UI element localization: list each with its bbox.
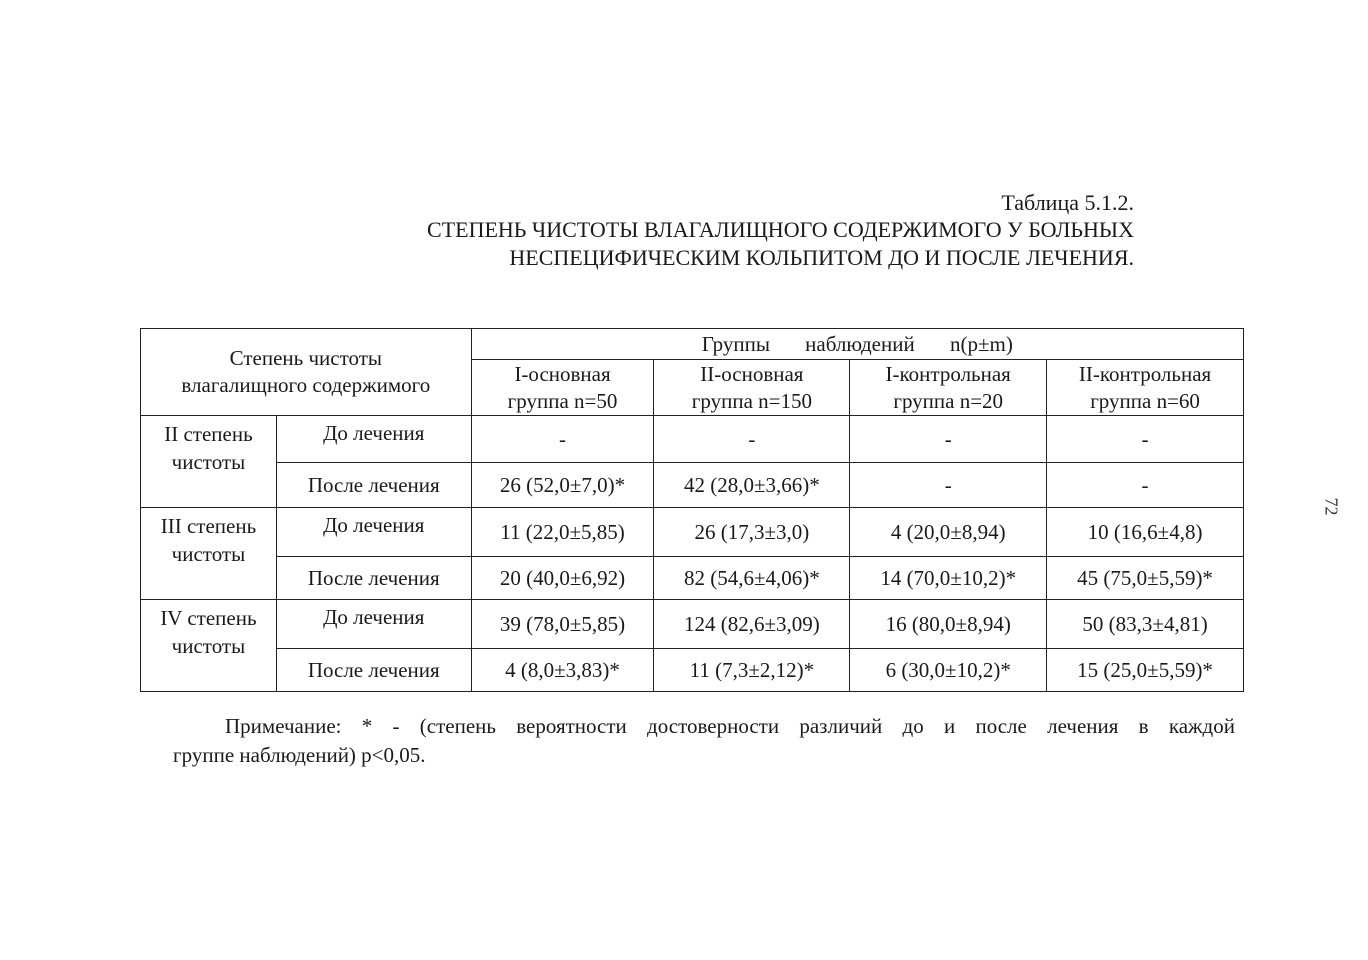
column-header-size: группа n=60 — [1090, 388, 1200, 413]
column-header-name: I-контрольная — [885, 361, 1011, 386]
table-cell: 50 (83,3±4,81) — [1047, 600, 1244, 649]
table-cell: 82 (54,6±4,06)* — [654, 557, 850, 600]
treatment-label: После лечения — [276, 557, 471, 600]
grade-cell — [141, 600, 277, 692]
table-cell: 45 (75,0±5,59)* — [1047, 557, 1244, 600]
table-cell: 16 (80,0±8,94) — [850, 600, 1047, 649]
row-header-cell — [141, 329, 472, 416]
table-cell: 10 (16,6±4,8) — [1047, 508, 1244, 557]
table-cell: 11 (22,0±5,85) — [471, 508, 654, 557]
table-cell: 26 (17,3±3,0) — [654, 508, 850, 557]
table-row — [141, 508, 1244, 557]
table-title-line-2: НЕСПЕЦИФИЧЕСКИМ КОЛЬПИТОМ ДО И ПОСЛЕ ЛЕЧЕНИЯ. — [509, 245, 1134, 270]
treatment-label: После лечения — [276, 463, 471, 508]
table-cell: 39 (78,0±5,85) — [471, 600, 654, 649]
table-cell: 4 (20,0±8,94) — [850, 508, 1047, 557]
table-cell: 14 (70,0±10,2)* — [850, 557, 1047, 600]
table-row — [141, 416, 1244, 463]
table-note — [173, 712, 1235, 770]
table-row — [141, 463, 1244, 508]
table-cell: 15 (25,0±5,59)* — [1047, 649, 1244, 692]
row-header-line-1: Степень чистоты — [229, 346, 382, 370]
column-header-size: группа n=150 — [691, 388, 812, 413]
table-cell: 6 (30,0±10,2)* — [850, 649, 1047, 692]
column-header-name: II-контрольная — [1078, 361, 1212, 386]
column-header-name: I-основная — [514, 361, 611, 386]
table-cell: - — [471, 416, 654, 463]
grade-label-suffix: чистоты — [171, 542, 246, 566]
table-label: Таблица 5.1.2. — [1001, 190, 1134, 215]
table-cell: 26 (52,0±7,0)* — [471, 463, 654, 508]
grade-cell — [141, 508, 277, 600]
table-cell: 20 (40,0±6,92) — [471, 557, 654, 600]
note-line-2: группе наблюдений) p<0,05. — [173, 743, 426, 767]
treatment-label: До лечения — [276, 600, 471, 649]
column-header-size: группа n=50 — [507, 388, 618, 413]
column-header — [1047, 360, 1244, 416]
grade-label-suffix: чистоты — [171, 634, 246, 658]
treatment-label: До лечения — [276, 416, 471, 463]
table-title-line-1: СТЕПЕНЬ ЧИСТОТЫ ВЛАГАЛИЩНОГО СОДЕРЖИМОГО У БОЛЬНЫХ — [427, 217, 1134, 242]
table-cell: - — [1047, 416, 1244, 463]
page-number: 72 — [1321, 497, 1342, 516]
table-row — [141, 557, 1244, 600]
note-line-1: Примечание: * - (степень вероятности достоверности различий до и после лечения в каждой — [225, 714, 1235, 738]
table-cell: 4 (8,0±3,83)* — [471, 649, 654, 692]
table-cell: - — [850, 416, 1047, 463]
grade-label: III степень — [160, 514, 257, 538]
grade-label: IV степень — [160, 606, 257, 630]
treatment-label: До лечения — [276, 508, 471, 557]
column-header — [654, 360, 850, 416]
results-table — [140, 328, 1244, 692]
grade-cell — [141, 416, 277, 508]
groups-header: Группы наблюдений n(p±m) — [471, 329, 1243, 360]
table-cell: - — [1047, 463, 1244, 508]
table-cell: 11 (7,3±2,12)* — [654, 649, 850, 692]
column-header-name: II-основная — [700, 361, 804, 386]
table-cell: - — [850, 463, 1047, 508]
table-row — [141, 649, 1244, 692]
table-cell: 124 (82,6±3,09) — [654, 600, 850, 649]
table-row — [141, 600, 1244, 649]
row-header-line-2: влагалищного содержимого — [181, 373, 431, 397]
grade-label: II степень — [164, 422, 253, 446]
column-header — [850, 360, 1047, 416]
treatment-label: После лечения — [276, 649, 471, 692]
grade-label-suffix: чистоты — [171, 450, 246, 474]
table-cell: - — [654, 416, 850, 463]
column-header — [471, 360, 654, 416]
table-cell: 42 (28,0±3,66)* — [654, 463, 850, 508]
column-header-size: группа n=20 — [893, 388, 1004, 413]
